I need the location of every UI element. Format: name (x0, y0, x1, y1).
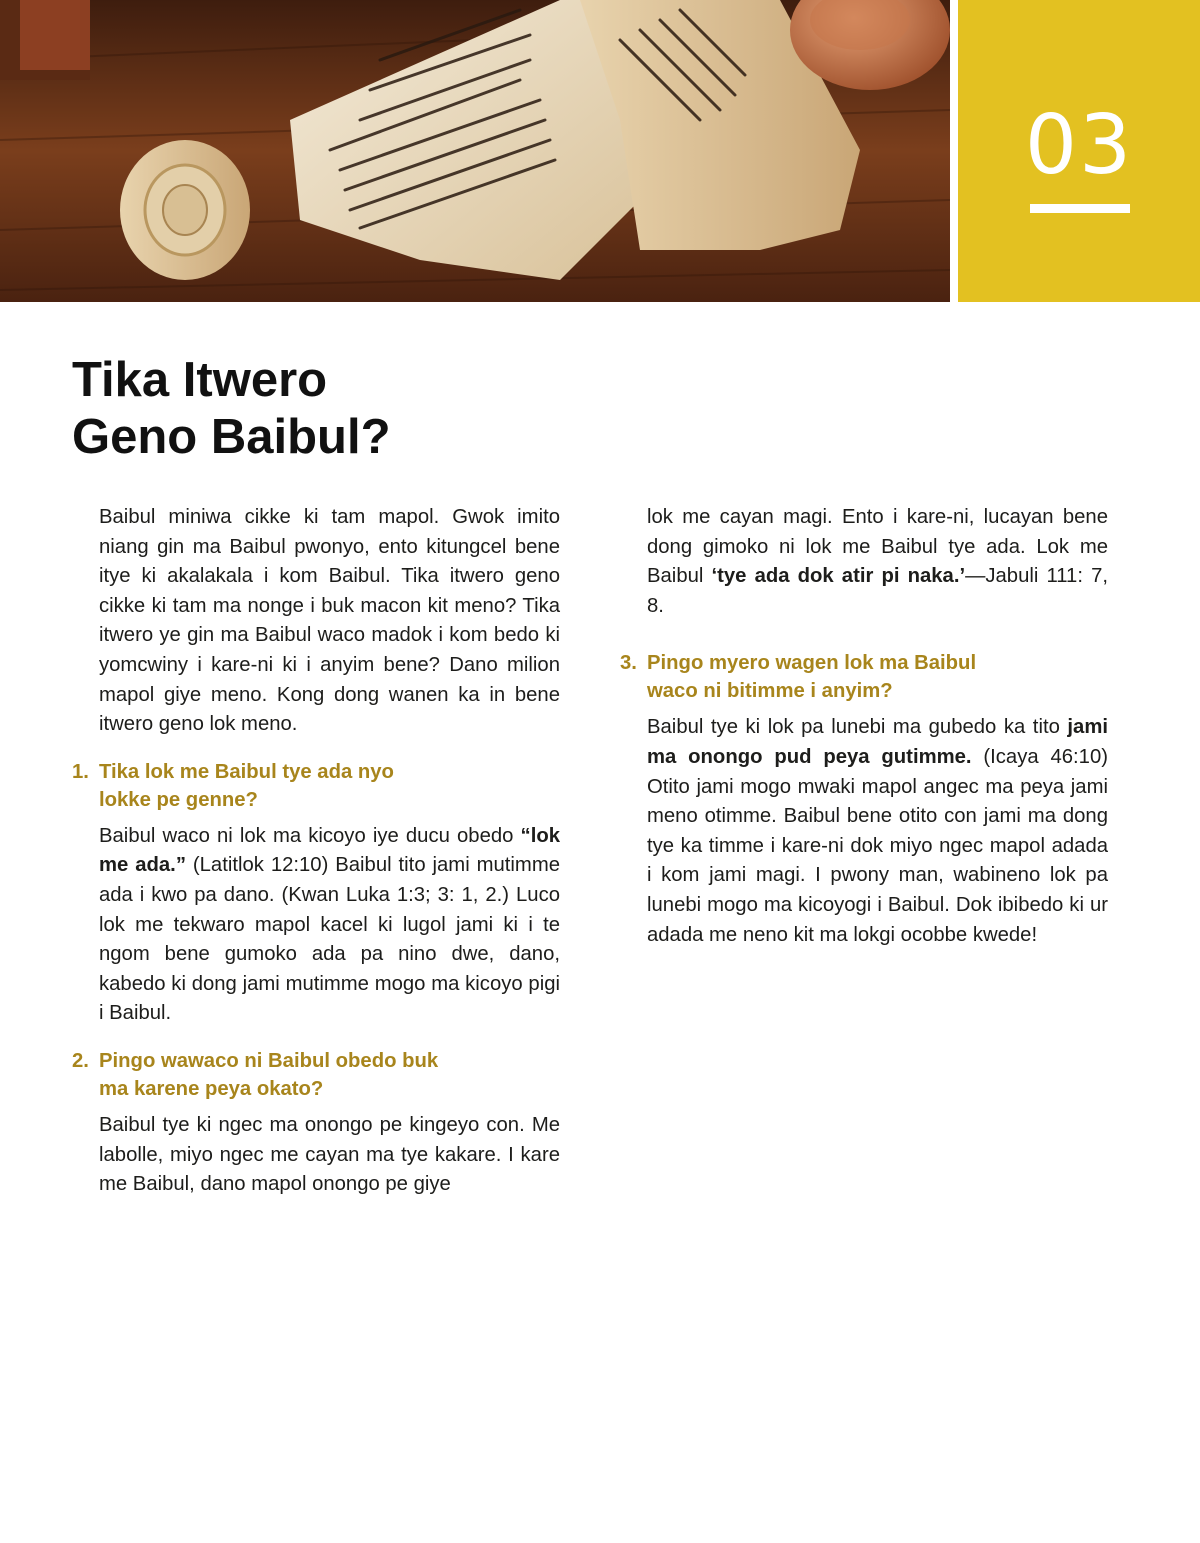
question-2-line-1: Pingo wawaco ni Baibul obedo buk (99, 1049, 439, 1072)
answer-2-paragraph-continued: lok me cayan magi. Ento i kare-ni, lucayan bene dong gimoko ni lok me Baibul tye ada. Lok me Baibul ‘tye ada dok atir pi naka.’—Jabuli 111: 7, 8. (647, 506, 1108, 617)
answer-1-paragraph: Baibul waco ni lok ma kicoyo iye ducu obedo “lok me ada.” (Latitlok 12:10) Baibul tito jami mutimme ada i kwo pa dano. (Kwan Luka 1:3; 3: 1, 2.) Luco lok me tekwaro mapol kacel ki lugol jami ki i te ngom bene gumoko ada pa nino dwe, dano, kabedo ki dong jami mutimme mogo ma kicoyo pigi i Baibul. (99, 824, 560, 1025)
hero-image (0, 0, 950, 302)
answer-2-emphasis: ‘tye ada dok atir pi naka.’ (711, 565, 966, 588)
question-1-number: 1. (72, 760, 89, 783)
question-2-heading (72, 1047, 560, 1103)
question-2-number: 2. (72, 1049, 89, 1072)
lesson-badge (958, 0, 1200, 302)
question-1-line-1: Tika lok me Baibul tye ada nyo (99, 760, 394, 783)
question-3-line-1: Pingo myero wagen lok ma Baibul (647, 652, 977, 675)
answer-3-emphasis: jami ma onongo pud peya gutimme. (647, 716, 1108, 768)
lesson-number: 03 (1024, 98, 1134, 193)
question-1-line-2: lokke pe genne? (99, 788, 258, 811)
answer-3-paragraph: Baibul tye ki lok pa lunebi ma gubedo ka tito jami ma onongo pud peya gutimme. (Icaya 46:10) Otito jami mogo mwaki mapol angec ma peya jami meno otimme. Baibul bene otito con jami ma dong tye ka timme i kare-ni dok miyo ngec mapol adada i kom jami magi. I pwony man, wabineno lok pa lunebi mogo ma kicoyogi i Baibul. Dok ibibedo ki ur adada me neno kit ma lokgi ocobbe kwede! (647, 716, 1108, 946)
page-title-line-2: Geno Baibul? (72, 410, 391, 464)
question-1-heading (72, 758, 560, 814)
lesson-number-underline (1030, 204, 1130, 213)
intro-paragraph: Baibul miniwa cikke ki tam mapol. Gwok imito niang gin ma Baibul pwonyo, ento kitungcel bene itye ki akalakala i kom Baibul. Tika itwero geno cikke ki tam ma nonge i buk macon kit meno? Tika itwero ye gin ma Baibul waco madok i kom bedo ki yomcwiny i kare-ni ki i anyim bene? Dano milion mapol giye meno. Kong dong wanen ka in bene itwero geno lok meno. (99, 506, 560, 736)
question-3-line-2: waco ni bitimme i anyim? (647, 680, 893, 703)
page-title-line-1: Tika Itwero (72, 353, 328, 407)
scrolls-illustration (0, 0, 950, 302)
right-column (620, 503, 1108, 950)
question-3-number: 3. (620, 652, 637, 675)
question-2-line-2: ma karene peya okato? (99, 1077, 324, 1100)
answer-1-emphasis: “lok me ada.” (99, 824, 560, 877)
question-3-heading (620, 649, 1108, 705)
page-title (72, 352, 672, 466)
answer-2-paragraph-start: Baibul tye ki ngec ma onongo pe kingeyo con. Me labolle, miyo ngec me cayan ma tye kakare. I kare me Baibul, dano mapol onongo pe giye (99, 1113, 560, 1196)
left-column (72, 503, 560, 1200)
answer-2-continued-text: lok me cayan magi. Ento i kare-ni, lucayan bene dong gimoko ni lok me Baibul tye ada. Lok me Baibul (647, 506, 1108, 588)
